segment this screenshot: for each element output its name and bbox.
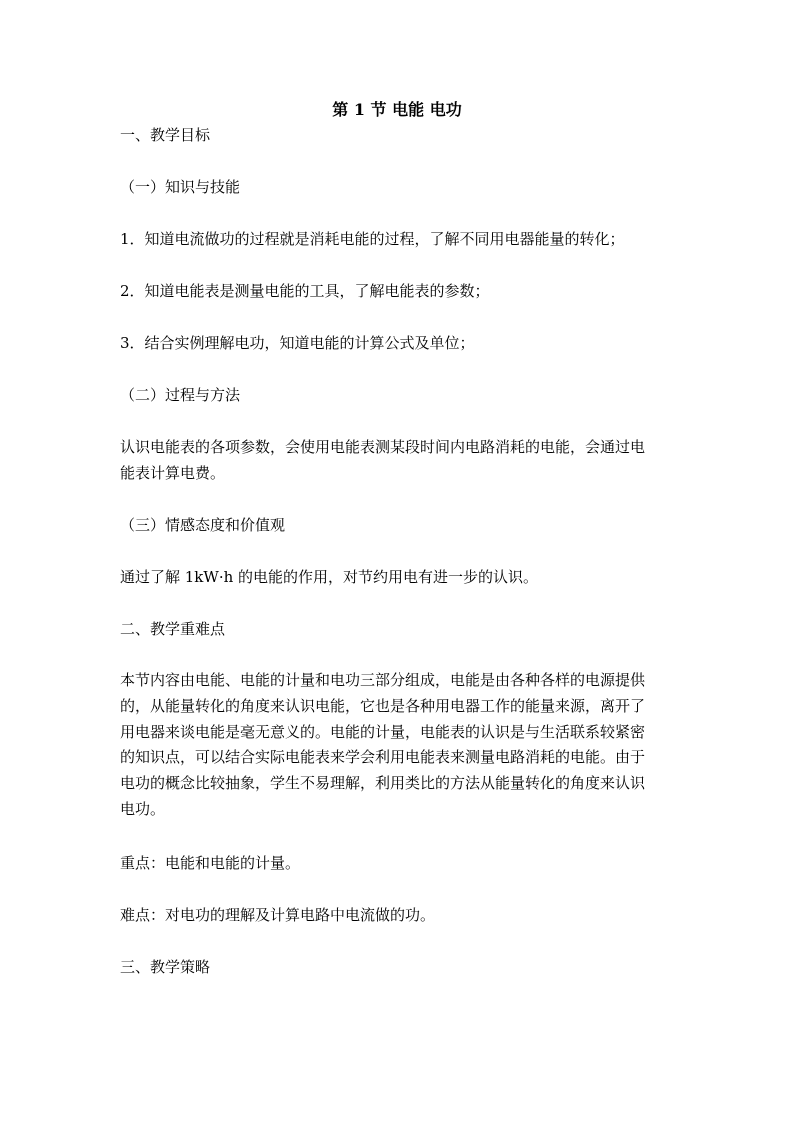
section-heading-teaching-goals: 一、教学目标: [120, 126, 211, 144]
paragraph-line: 的知识点，可以结合实际电能表来学会利用电能表来测量电路消耗的电能。由于: [120, 748, 646, 767]
subheading-process-methods: （二）过程与方法: [120, 386, 241, 404]
paragraph-line: 能表计算电费。: [120, 463, 226, 482]
list-item-1: 1．知道电流做功的过程就是消耗电能的过程，了解不同用电器能量的转化；: [120, 230, 625, 248]
hard-point-text: 难点：对电功的理解及计算电路中电流做的功。: [120, 906, 436, 924]
paragraph-key-difficulties: [120, 668, 680, 823]
paragraph-line: 的，从能量转化的角度来认识电能，它也是各种用电器工作的能量来源，离开了: [120, 696, 646, 715]
paragraph-process-methods: [120, 435, 680, 487]
page-title: 第 1 节 电能 电功: [332, 100, 462, 119]
list-item-2: 2．知道电能表是测量电能的工具，了解电能表的参数；: [120, 282, 490, 300]
paragraph-line: 电功。: [120, 799, 166, 818]
list-item-3: 3．结合实例理解电功，知道电能的计算公式及单位；: [120, 334, 475, 352]
subheading-attitudes-values: （三）情感态度和价值观: [120, 516, 286, 534]
key-point-text: 重点：电能和电能的计量。: [120, 854, 301, 872]
paragraph-line: 认识电能表的各项参数，会使用电能表测某段时间内电路消耗的电能，会通过电: [120, 438, 646, 456]
subheading-knowledge-skills: （一）知识与技能: [120, 178, 241, 196]
paragraph-line: 用电器来谈电能是毫无意义的。电能的计量，电能表的认识是与生活联系较紧密: [120, 722, 646, 741]
paragraph-line: 本节内容由电能、电能的计量和电功三部分组成，电能是由各种各样的电源提供: [120, 671, 646, 689]
section-heading-key-difficulties: 二、教学重难点: [120, 620, 226, 638]
paragraph-line: 电功的概念比较抽象，学生不易理解，利用类比的方法从能量转化的角度来认识: [120, 774, 646, 793]
paragraph-attitudes-values: 通过了解 1kW·h 的电能的作用，对节约用电有进一步的认识。: [120, 568, 539, 586]
section-heading-teaching-strategy: 三、教学策略: [120, 958, 211, 976]
